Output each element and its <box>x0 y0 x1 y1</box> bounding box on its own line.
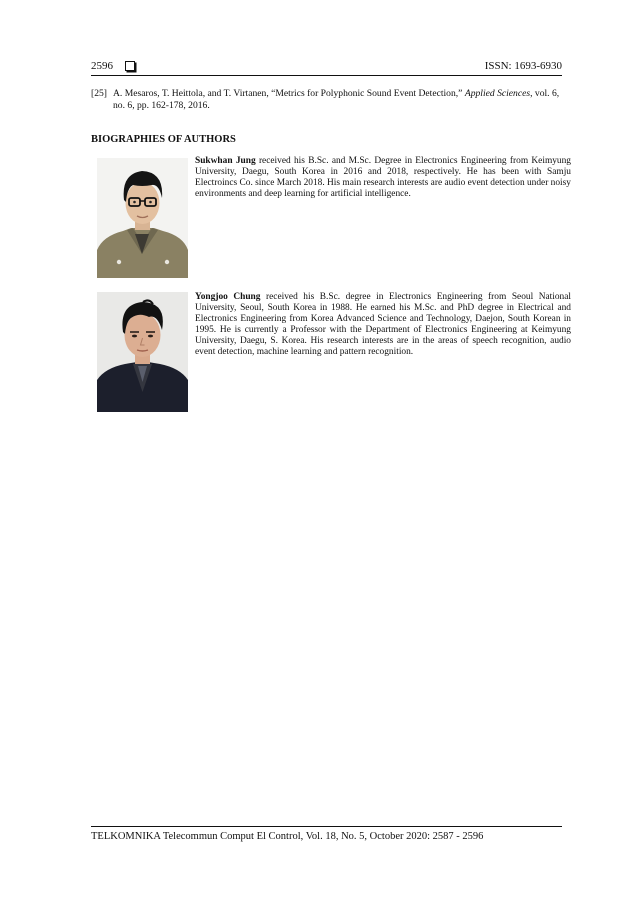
reference-entry <box>91 88 561 112</box>
page-footer: TELKOMNIKA Telecommun Comput El Control, Vol. 18, No. 5, October 2020: 2587 - 2596 <box>91 831 484 842</box>
author-bio-text: received his B.Sc. and M.Sc. Degree in Electronics Engineering from Keimyung University, Daegu, South Korea in 2016 and 2018, respectively. He has been with Samju Electroincs Co. since March 2018. His main research interests are audio event detection under noisy environments and deep learning for artificial intelligence. <box>195 156 571 199</box>
reference-journal: Applied Sciences <box>464 88 531 99</box>
page-number: 2596 <box>91 60 113 72</box>
author-name: Yongjoo Chung <box>195 292 261 302</box>
issn: ISSN: 1693-6930 <box>484 60 562 72</box>
reference-text <box>113 88 561 112</box>
reference-details: , vol. 6, no. 6, pp. 162-178, 2016. <box>113 88 560 111</box>
section-title: BIOGRAPHIES OF AUTHORS <box>91 134 236 145</box>
footer-rule <box>91 826 562 827</box>
reference-authors-title: A. Mesaros, T. Heittola, and T. Virtanen, “Metrics for Polyphonic Sound Event Detection,” <box>113 88 465 99</box>
author-name: Sukwhan Jung <box>195 156 256 166</box>
author-bio <box>195 292 571 358</box>
author-bio <box>195 156 571 200</box>
square-shadow-icon <box>125 61 135 71</box>
author-bio-text: received his B.Sc. degree in Electronics Engineering from Seoul National University, Seoul, South Korea in 1988. He earned his M.Sc. and PhD degree in Electrical and Electronics Engineering from Korea Advanced Science and Technology, Daejon, South Korean in 1995. He is currently a Professor with the Department of Electronics Engineering at Keimyung University, Daegu, S. Korea. His research interests are in the areas of speech recognition, audio event detection, machine learning and pattern recognition. <box>195 292 572 357</box>
header-rule <box>91 75 562 76</box>
reference-number: [25] <box>91 88 107 99</box>
author-photo-sukwhan-jung <box>97 158 188 278</box>
author-photo-yongjoo-chung <box>97 292 188 412</box>
page-header <box>91 60 562 76</box>
